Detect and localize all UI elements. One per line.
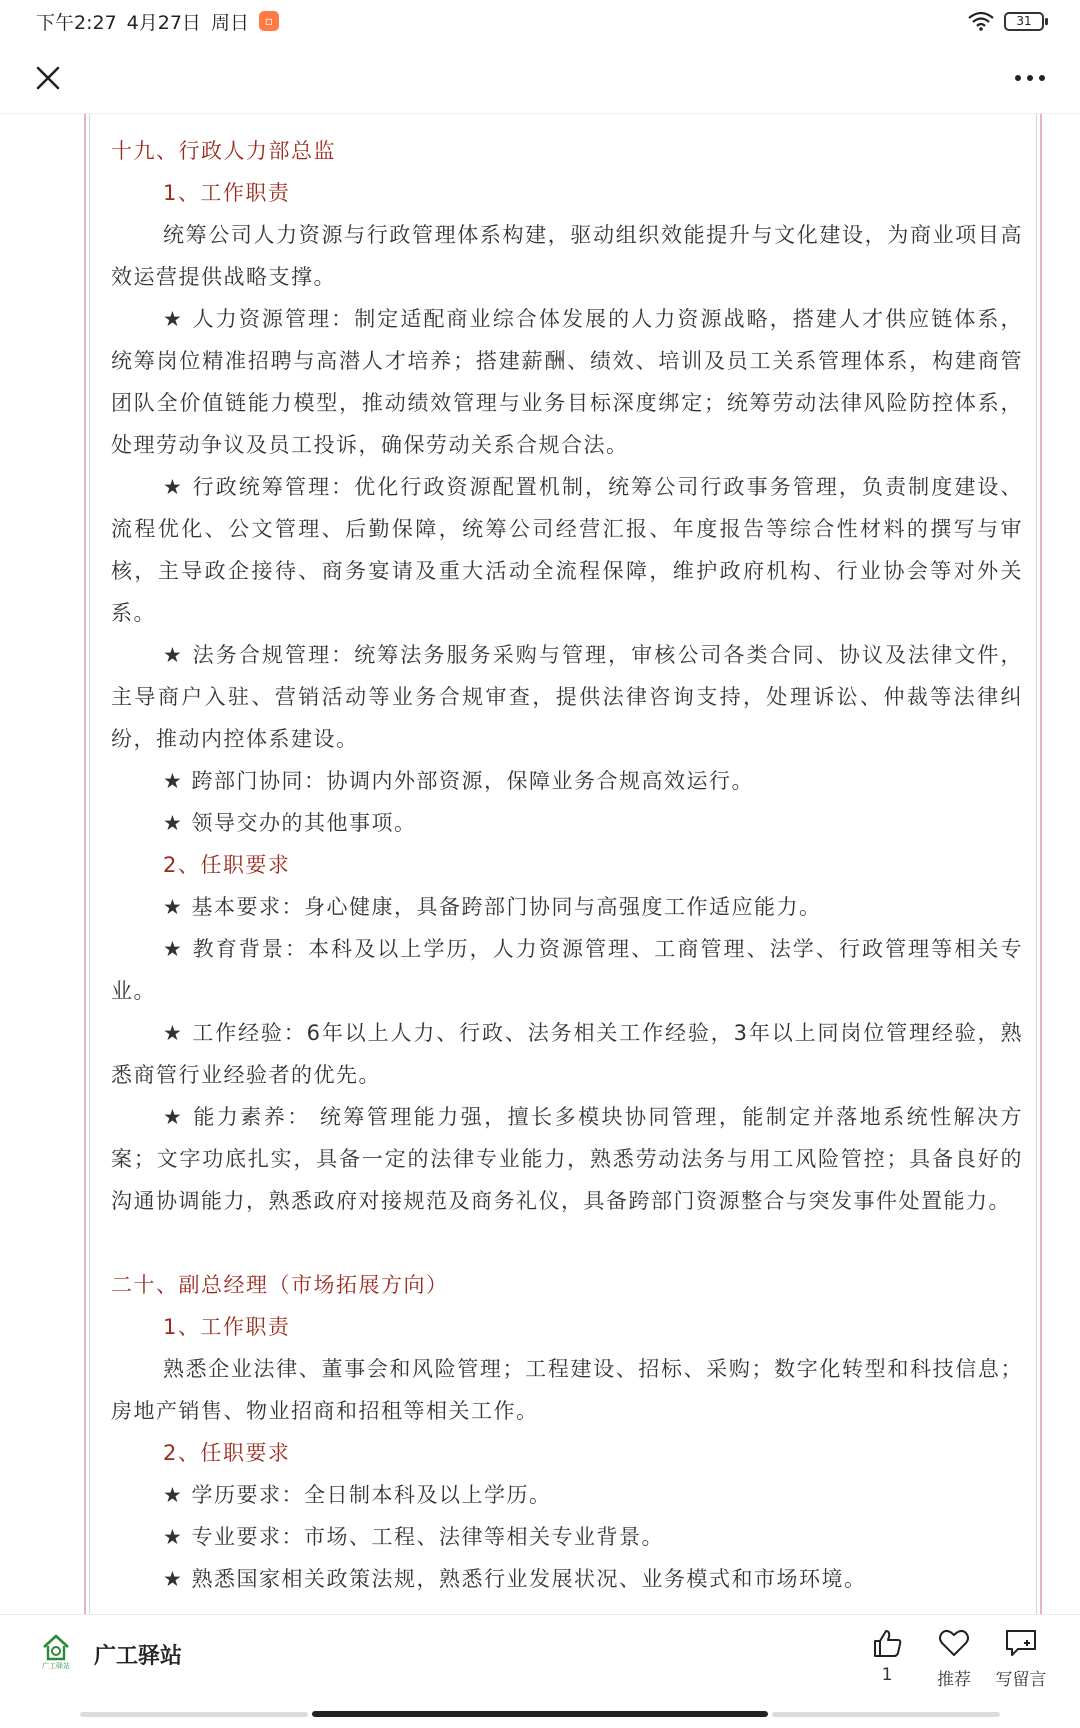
home-indicator: [0, 1700, 1080, 1728]
section-20-paragraph: 熟悉企业法律、董事会和风险管理；工程建设、招标、采购；数字化转型和科技信息；房地产销售、物业招商和招租等相关工作。: [111, 1357, 1023, 1423]
more-options-button[interactable]: [1004, 54, 1056, 102]
section-19-bullet: ★ 能力素养： 统筹管理能力强，擅长多模块协同管理，能制定并落地系统性解决方案；文字功底扎实，具备一定的法律专业能力，熟悉劳动法务与用工风险管控；具备良好的沟通协调能力，熟悉政府对接规范及商务礼仪，具备跨部门资源整合与突发事件处置能力。: [111, 1105, 1023, 1213]
section-20-title: 二十、副总经理（市场拓展方向）: [111, 1273, 449, 1297]
section-19-bullet: ★ 基本要求：身心健康，具备跨部门协同与高强度工作适应能力。: [163, 895, 822, 919]
account-name[interactable]: 广工驿站: [94, 1644, 183, 1669]
heart-icon: [938, 1627, 970, 1659]
section-19-paragraph: 统筹公司人力资源与行政管理体系构建，驱动组织效能提升与文化建设，为商业项目高效运营提供战略支撑。: [111, 223, 1023, 289]
section-20-subheading-duties: 1、工作职责: [163, 1315, 291, 1339]
status-date: 4月27日: [126, 11, 201, 34]
home-track-left: [80, 1712, 308, 1717]
section-19-bullet: ★ 跨部门协同：协调内外部资源，保障业务合规高效运行。: [163, 769, 754, 793]
section-19-title: 十九、行政人力部总监: [111, 139, 336, 163]
write-comment-label: 写留言: [995, 1670, 1047, 1690]
section-19-bullet: ★ 教育背景：本科及以上学历，人力资源管理、工商管理、法学、行政管理等相关专业。: [111, 937, 1023, 1003]
section-20-bullet: ★ 熟悉国家相关政策法规，熟悉行业发展状况、业务模式和市场环境。: [163, 1567, 867, 1591]
battery-icon: [1004, 12, 1044, 31]
top-navigation-bar: [0, 42, 1080, 114]
section-20-bullet: ★ 专业要求：市场、工程、法律等相关专业背景。: [163, 1525, 664, 1549]
status-weekday: 周日: [210, 11, 249, 34]
wifi-icon: [968, 11, 994, 31]
close-icon: [35, 65, 61, 91]
status-time: 下午2:27: [36, 11, 117, 34]
section-19-bullet: ★ 领导交办的其他事项。: [163, 811, 417, 835]
status-bar: [0, 0, 1080, 42]
section-19-subheading-requirements: 2、任职要求: [163, 853, 291, 877]
battery-level: 31: [1016, 13, 1032, 28]
house-logo-icon: [40, 1633, 72, 1663]
home-track-right: [772, 1712, 1000, 1717]
recommend-label: 推荐: [937, 1670, 971, 1690]
section-20-subheading-requirements: 2、任职要求: [163, 1441, 291, 1465]
section-20-bullet: ★ 学历要求：全日制本科及以上学历。: [163, 1483, 552, 1507]
section-spacer: [111, 1222, 1023, 1264]
home-gesture-bar[interactable]: [312, 1711, 768, 1717]
more-icon: [1014, 74, 1046, 82]
account-logo[interactable]: [34, 1633, 78, 1681]
thumbs-up-icon: [871, 1627, 903, 1659]
notification-app-icon: ▫: [259, 11, 279, 31]
article-body: [111, 130, 1023, 1600]
logo-caption: 广工驿站: [42, 1662, 70, 1670]
section-19-bullet: ★ 行政统筹管理：优化行政资源配置机制，统筹公司行政事务管理，负责制度建设、流程优化、公文管理、后勤保障，统筹公司经营汇报、年度报告等综合性材料的撰写与审核，主导政企接待、商务宴请及重大活动全流程保障，维护政府机构、行业协会等对外关系。: [111, 475, 1023, 625]
write-comment-button[interactable]: [981, 1627, 1061, 1695]
comment-add-icon: [1004, 1627, 1038, 1659]
close-button[interactable]: [24, 54, 72, 102]
bottom-action-bar: [0, 1614, 1080, 1700]
section-19-bullet: ★ 人力资源管理：制定适配商业综合体发展的人力资源战略，搭建人才供应链体系，统筹岗位精准招聘与高潜人才培养；搭建薪酬、绩效、培训及员工关系管理体系，构建商管团队全价值链能力模型，推动绩效管理与业务目标深度绑定；统筹劳动法律风险防控体系，处理劳动争议及员工投诉，确保劳动关系合规合法。: [111, 307, 1023, 457]
section-19-bullet: ★ 工作经验：6年以上人力、行政、法务相关工作经验，3年以上同岗位管理经验，熟悉商管行业经验者的优先。: [111, 1021, 1023, 1087]
section-19-bullet: ★ 法务合规管理：统筹法务服务采购与管理，审核公司各类合同、协议及法律文件，主导商户入驻、营销活动等业务合规审查，提供法律咨询支持，处理诉讼、仲裁等法律纠纷，推动内控体系建设。: [111, 643, 1023, 751]
section-19-subheading-duties: 1、工作职责: [163, 181, 291, 205]
like-count: 1: [881, 1665, 893, 1685]
